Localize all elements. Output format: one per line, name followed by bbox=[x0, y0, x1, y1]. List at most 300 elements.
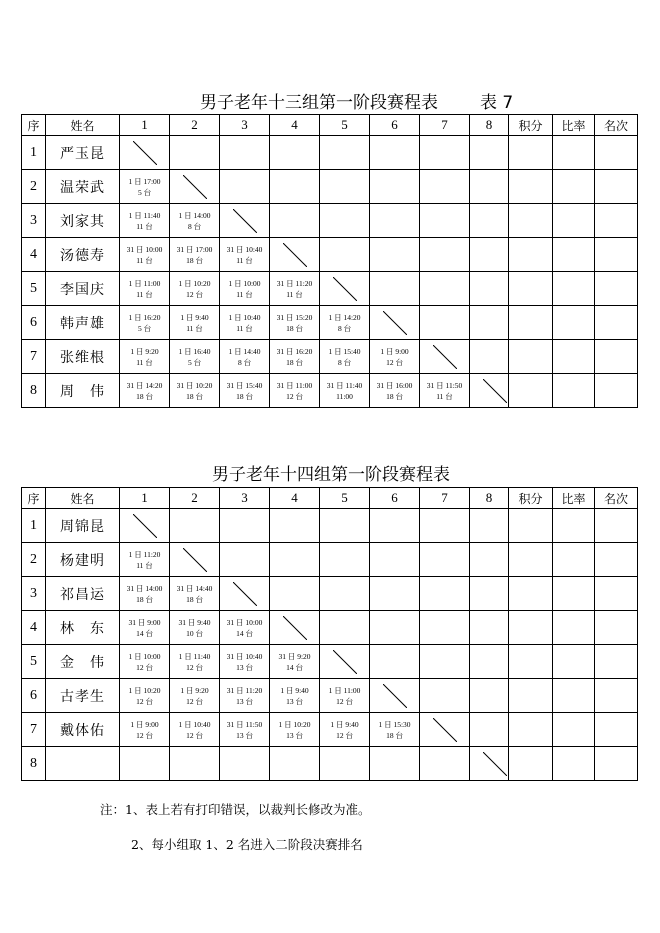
ratio-cell bbox=[553, 136, 595, 170]
match-time: 31 日 11:20 bbox=[276, 278, 313, 288]
match-time: 1 日 9:40 bbox=[280, 685, 309, 695]
match-cell bbox=[470, 577, 509, 611]
match-cell bbox=[170, 204, 220, 238]
table-row bbox=[22, 543, 638, 577]
column-header: 4 bbox=[270, 488, 320, 509]
match-cell bbox=[220, 374, 270, 408]
diagonal-slash-icon bbox=[383, 311, 407, 335]
match-cell bbox=[420, 136, 470, 170]
match-cell bbox=[370, 204, 420, 238]
rank-cell bbox=[595, 713, 638, 747]
match-time: 31 日 14:40 bbox=[176, 583, 213, 593]
match-cell bbox=[270, 713, 320, 747]
match-time: 1 日 15:40 bbox=[328, 346, 361, 356]
match-cell bbox=[120, 204, 170, 238]
match-cell bbox=[120, 747, 170, 781]
points-cell bbox=[509, 306, 553, 340]
match-cell bbox=[170, 136, 220, 170]
ratio-cell bbox=[553, 374, 595, 408]
self-match-cell bbox=[420, 340, 470, 374]
match-table: 8 台 bbox=[237, 357, 252, 367]
match-table: 18 台 bbox=[136, 594, 153, 604]
seq-cell: 3 bbox=[22, 577, 46, 611]
diagonal-slash-icon bbox=[233, 582, 257, 606]
match-time: 1 日 9:20 bbox=[180, 685, 209, 695]
rank-cell bbox=[595, 272, 638, 306]
seq-cell: 6 bbox=[22, 306, 46, 340]
match-cell bbox=[470, 204, 509, 238]
match-table: 13 台 bbox=[236, 730, 253, 740]
match-cell bbox=[370, 170, 420, 204]
self-match-cell bbox=[470, 374, 509, 408]
self-match-cell bbox=[120, 136, 170, 170]
match-table: 13 台 bbox=[286, 696, 303, 706]
self-match-cell bbox=[470, 747, 509, 781]
match-time: 1 日 9:00 bbox=[380, 346, 409, 356]
match-cell bbox=[320, 374, 370, 408]
table-row bbox=[22, 509, 638, 543]
match-time: 31 日 11:40 bbox=[326, 380, 363, 390]
match-time: 1 日 11:20 bbox=[128, 549, 161, 559]
match-table: 11 台 bbox=[236, 289, 253, 299]
match-table: 11 台 bbox=[236, 323, 253, 333]
diagonal-slash-icon bbox=[333, 277, 357, 301]
player-name: 李国庆 bbox=[46, 272, 120, 306]
match-cell bbox=[220, 747, 270, 781]
match-cell bbox=[120, 577, 170, 611]
player-name: 张维根 bbox=[46, 340, 120, 374]
match-cell bbox=[220, 611, 270, 645]
self-match-cell bbox=[420, 713, 470, 747]
points-cell bbox=[509, 272, 553, 306]
seq-cell: 3 bbox=[22, 204, 46, 238]
diagonal-slash-icon bbox=[383, 684, 407, 708]
points-cell bbox=[509, 509, 553, 543]
match-table: 14 台 bbox=[286, 662, 303, 672]
self-match-cell bbox=[170, 170, 220, 204]
match-table: 12 台 bbox=[136, 696, 153, 706]
column-header: 7 bbox=[420, 115, 470, 136]
match-cell bbox=[120, 306, 170, 340]
diagonal-slash-icon bbox=[283, 243, 307, 267]
ratio-cell bbox=[553, 340, 595, 374]
match-cell bbox=[420, 170, 470, 204]
match-cell bbox=[320, 306, 370, 340]
match-table: 11 台 bbox=[136, 289, 153, 299]
match-time: 31 日 11:00 bbox=[276, 380, 313, 390]
points-cell bbox=[509, 136, 553, 170]
table-row bbox=[22, 238, 638, 272]
schedule-table-13 bbox=[21, 114, 638, 408]
note-2: 2、每小组取 1、2 名进入二阶段决赛排名 bbox=[131, 837, 363, 852]
match-table: 8 台 bbox=[337, 323, 352, 333]
match-time: 31 日 16:20 bbox=[276, 346, 313, 356]
match-time: 1 日 11:00 bbox=[328, 685, 361, 695]
diagonal-slash-icon bbox=[483, 379, 507, 403]
player-name: 古孝生 bbox=[46, 679, 120, 713]
rank-cell bbox=[595, 509, 638, 543]
match-table: 11 台 bbox=[136, 560, 153, 570]
points-cell bbox=[509, 170, 553, 204]
column-header: 名次 bbox=[595, 488, 638, 509]
match-cell bbox=[220, 272, 270, 306]
match-table: 18 台 bbox=[386, 730, 403, 740]
rank-cell bbox=[595, 543, 638, 577]
player-name: 林 东 bbox=[46, 611, 120, 645]
column-header: 8 bbox=[470, 115, 509, 136]
points-cell bbox=[509, 611, 553, 645]
match-cell bbox=[320, 713, 370, 747]
seq-cell: 6 bbox=[22, 679, 46, 713]
column-header: 积分 bbox=[509, 488, 553, 509]
self-match-cell bbox=[220, 204, 270, 238]
match-time: 1 日 11:40 bbox=[178, 651, 211, 661]
points-cell bbox=[509, 713, 553, 747]
rank-cell bbox=[595, 577, 638, 611]
self-match-cell bbox=[270, 611, 320, 645]
match-table: 8 台 bbox=[337, 357, 352, 367]
match-cell bbox=[170, 645, 220, 679]
table1-title-text: 男子老年十三组第一阶段赛程表 bbox=[200, 93, 438, 113]
match-time: 1 日 10:20 bbox=[178, 278, 211, 288]
ratio-cell bbox=[553, 611, 595, 645]
table-row bbox=[22, 170, 638, 204]
table-row bbox=[22, 306, 638, 340]
self-match-cell bbox=[370, 306, 420, 340]
rank-cell bbox=[595, 170, 638, 204]
match-table: 12 台 bbox=[286, 391, 303, 401]
match-cell bbox=[370, 713, 420, 747]
match-table: 5 台 bbox=[137, 323, 152, 333]
table-row bbox=[22, 577, 638, 611]
match-cell bbox=[120, 713, 170, 747]
match-cell bbox=[170, 306, 220, 340]
match-cell bbox=[420, 747, 470, 781]
column-header: 6 bbox=[370, 488, 420, 509]
match-cell bbox=[420, 611, 470, 645]
column-header: 4 bbox=[270, 115, 320, 136]
match-cell bbox=[170, 272, 220, 306]
match-time: 1 日 9:00 bbox=[130, 719, 159, 729]
match-cell bbox=[420, 679, 470, 713]
match-table: 12 台 bbox=[136, 730, 153, 740]
rank-cell bbox=[595, 374, 638, 408]
ratio-cell bbox=[553, 306, 595, 340]
player-name: 周 伟 bbox=[46, 374, 120, 408]
match-time: 1 日 10:40 bbox=[178, 719, 211, 729]
points-cell bbox=[509, 747, 553, 781]
match-time: 1 日 10:40 bbox=[228, 312, 261, 322]
match-cell bbox=[270, 747, 320, 781]
match-cell bbox=[320, 679, 370, 713]
match-table: 12 台 bbox=[186, 289, 203, 299]
table2-title: 男子老年十四组第一阶段赛程表 bbox=[212, 465, 450, 485]
table-row bbox=[22, 136, 638, 170]
match-time: 31 日 10:00 bbox=[126, 244, 163, 254]
match-time: 31 日 9:00 bbox=[128, 617, 161, 627]
match-time: 1 日 16:40 bbox=[178, 346, 211, 356]
seq-cell: 4 bbox=[22, 611, 46, 645]
match-cell bbox=[370, 543, 420, 577]
match-cell bbox=[170, 509, 220, 543]
table-row bbox=[22, 611, 638, 645]
seq-cell: 7 bbox=[22, 340, 46, 374]
player-name: 韩声雄 bbox=[46, 306, 120, 340]
table-row bbox=[22, 645, 638, 679]
match-cell bbox=[120, 374, 170, 408]
ratio-cell bbox=[553, 713, 595, 747]
match-cell bbox=[220, 543, 270, 577]
match-cell bbox=[420, 204, 470, 238]
points-cell bbox=[509, 340, 553, 374]
self-match-cell bbox=[220, 577, 270, 611]
match-cell bbox=[320, 611, 370, 645]
player-name: 戴体佑 bbox=[46, 713, 120, 747]
match-cell bbox=[270, 645, 320, 679]
table1-tag: 表 7 bbox=[480, 93, 514, 113]
match-cell bbox=[320, 747, 370, 781]
match-cell bbox=[470, 238, 509, 272]
rank-cell bbox=[595, 679, 638, 713]
match-time: 31 日 9:20 bbox=[278, 651, 311, 661]
match-table: 8 台 bbox=[187, 221, 202, 231]
seq-cell: 5 bbox=[22, 645, 46, 679]
match-time: 31 日 10:00 bbox=[226, 617, 263, 627]
match-cell bbox=[470, 170, 509, 204]
player-name: 祁昌运 bbox=[46, 577, 120, 611]
match-cell bbox=[220, 679, 270, 713]
self-match-cell bbox=[120, 509, 170, 543]
diagonal-slash-icon bbox=[483, 752, 507, 776]
match-time: 31 日 15:40 bbox=[226, 380, 263, 390]
player-name: 金 伟 bbox=[46, 645, 120, 679]
match-cell bbox=[120, 170, 170, 204]
match-cell bbox=[320, 543, 370, 577]
match-table: 12 台 bbox=[186, 662, 203, 672]
match-table: 11 台 bbox=[136, 255, 153, 265]
ratio-cell bbox=[553, 645, 595, 679]
match-cell bbox=[320, 577, 370, 611]
match-cell bbox=[320, 340, 370, 374]
player-name: 温荣武 bbox=[46, 170, 120, 204]
match-cell bbox=[170, 340, 220, 374]
ratio-cell bbox=[553, 543, 595, 577]
player-name: 汤德寿 bbox=[46, 238, 120, 272]
match-table: 11 台 bbox=[436, 391, 453, 401]
match-time: 31 日 9:40 bbox=[178, 617, 211, 627]
column-header: 1 bbox=[120, 115, 170, 136]
match-table: 18 台 bbox=[386, 391, 403, 401]
column-header: 比率 bbox=[553, 488, 595, 509]
column-header: 3 bbox=[220, 488, 270, 509]
match-time: 1 日 10:20 bbox=[128, 685, 161, 695]
match-table: 11 台 bbox=[236, 255, 253, 265]
header-row bbox=[22, 488, 638, 509]
match-cell bbox=[220, 340, 270, 374]
player-name: 刘家其 bbox=[46, 204, 120, 238]
match-cell bbox=[220, 136, 270, 170]
match-cell bbox=[420, 238, 470, 272]
points-cell bbox=[509, 577, 553, 611]
match-table: 18 台 bbox=[236, 391, 253, 401]
match-table: 12 台 bbox=[336, 730, 353, 740]
table-row bbox=[22, 272, 638, 306]
match-cell bbox=[120, 340, 170, 374]
match-cell bbox=[220, 306, 270, 340]
match-time: 1 日 10:00 bbox=[228, 278, 261, 288]
match-time: 1 日 9:20 bbox=[130, 346, 159, 356]
self-match-cell bbox=[320, 645, 370, 679]
match-time: 1 日 9:40 bbox=[180, 312, 209, 322]
player-name bbox=[46, 747, 120, 781]
match-table: 12 台 bbox=[186, 730, 203, 740]
rank-cell bbox=[595, 306, 638, 340]
diagonal-slash-icon bbox=[133, 141, 157, 165]
match-cell bbox=[270, 136, 320, 170]
match-table: 18 台 bbox=[286, 357, 303, 367]
match-cell bbox=[270, 577, 320, 611]
seq-cell: 1 bbox=[22, 136, 46, 170]
player-name: 杨建明 bbox=[46, 543, 120, 577]
match-table: 5 台 bbox=[137, 187, 152, 197]
match-table: 18 台 bbox=[186, 594, 203, 604]
self-match-cell bbox=[320, 272, 370, 306]
match-table: 11 台 bbox=[186, 323, 203, 333]
diagonal-slash-icon bbox=[433, 345, 457, 369]
match-cell bbox=[370, 747, 420, 781]
match-cell bbox=[420, 306, 470, 340]
match-cell bbox=[120, 645, 170, 679]
seq-cell: 8 bbox=[22, 747, 46, 781]
match-cell bbox=[170, 611, 220, 645]
match-time: 31 日 14:00 bbox=[126, 583, 163, 593]
self-match-cell bbox=[370, 679, 420, 713]
match-cell bbox=[470, 679, 509, 713]
match-time: 31 日 11:20 bbox=[226, 685, 263, 695]
match-cell bbox=[120, 543, 170, 577]
table-row bbox=[22, 204, 638, 238]
diagonal-slash-icon bbox=[183, 548, 207, 572]
seq-cell: 1 bbox=[22, 509, 46, 543]
match-time: 1 日 11:00 bbox=[128, 278, 161, 288]
column-header: 6 bbox=[370, 115, 420, 136]
match-cell bbox=[370, 645, 420, 679]
diagonal-slash-icon bbox=[233, 209, 257, 233]
match-cell bbox=[470, 509, 509, 543]
ratio-cell bbox=[553, 272, 595, 306]
column-header: 比率 bbox=[553, 115, 595, 136]
table-row bbox=[22, 679, 638, 713]
self-match-cell bbox=[270, 238, 320, 272]
player-name: 严玉昆 bbox=[46, 136, 120, 170]
table-row bbox=[22, 374, 638, 408]
schedule-table-14 bbox=[21, 487, 638, 781]
match-cell bbox=[370, 611, 420, 645]
match-cell bbox=[320, 170, 370, 204]
match-time: 1 日 17:00 bbox=[128, 176, 161, 186]
match-table: 14 台 bbox=[236, 628, 253, 638]
match-cell bbox=[270, 679, 320, 713]
points-cell bbox=[509, 679, 553, 713]
match-cell bbox=[170, 747, 220, 781]
match-table: 12 台 bbox=[186, 696, 203, 706]
rank-cell bbox=[595, 204, 638, 238]
column-header: 序 bbox=[22, 115, 46, 136]
ratio-cell bbox=[553, 577, 595, 611]
self-match-cell bbox=[170, 543, 220, 577]
column-header: 姓名 bbox=[46, 488, 120, 509]
match-time: 1 日 16:20 bbox=[128, 312, 161, 322]
rank-cell bbox=[595, 645, 638, 679]
match-cell bbox=[170, 679, 220, 713]
match-cell bbox=[170, 713, 220, 747]
match-cell bbox=[220, 238, 270, 272]
seq-cell: 8 bbox=[22, 374, 46, 408]
ratio-cell bbox=[553, 238, 595, 272]
player-name: 周锦昆 bbox=[46, 509, 120, 543]
column-header: 姓名 bbox=[46, 115, 120, 136]
seq-cell: 7 bbox=[22, 713, 46, 747]
note-1: 注：1、表上若有打印错误，以裁判长修改为准。 bbox=[100, 802, 371, 817]
match-table: 14 台 bbox=[136, 628, 153, 638]
column-header: 7 bbox=[420, 488, 470, 509]
match-cell bbox=[220, 509, 270, 543]
match-time: 31 日 10:20 bbox=[176, 380, 213, 390]
column-header: 2 bbox=[170, 488, 220, 509]
match-table: 11 台 bbox=[136, 357, 153, 367]
match-time: 1 日 11:40 bbox=[128, 210, 161, 220]
table-row bbox=[22, 747, 638, 781]
diagonal-slash-icon bbox=[333, 650, 357, 674]
column-header: 积分 bbox=[509, 115, 553, 136]
match-cell bbox=[370, 136, 420, 170]
column-header: 2 bbox=[170, 115, 220, 136]
match-cell bbox=[320, 509, 370, 543]
match-cell bbox=[370, 340, 420, 374]
ratio-cell bbox=[553, 170, 595, 204]
match-cell bbox=[420, 577, 470, 611]
table1-title bbox=[200, 88, 513, 113]
column-header: 5 bbox=[320, 488, 370, 509]
match-cell bbox=[320, 204, 370, 238]
match-time: 31 日 14:20 bbox=[126, 380, 163, 390]
match-time: 1 日 10:20 bbox=[278, 719, 311, 729]
match-time: 31 日 10:40 bbox=[226, 651, 263, 661]
column-header: 名次 bbox=[595, 115, 638, 136]
points-cell bbox=[509, 204, 553, 238]
match-table: 13 台 bbox=[236, 662, 253, 672]
seq-cell: 2 bbox=[22, 170, 46, 204]
match-cell bbox=[420, 543, 470, 577]
match-cell bbox=[270, 543, 320, 577]
column-header: 3 bbox=[220, 115, 270, 136]
column-header: 1 bbox=[120, 488, 170, 509]
points-cell bbox=[509, 238, 553, 272]
diagonal-slash-icon bbox=[433, 718, 457, 742]
points-cell bbox=[509, 374, 553, 408]
match-table: 11:00 bbox=[336, 391, 353, 401]
match-time: 1 日 14:00 bbox=[178, 210, 211, 220]
column-header: 5 bbox=[320, 115, 370, 136]
seq-cell: 5 bbox=[22, 272, 46, 306]
match-cell bbox=[470, 306, 509, 340]
match-table: 18 台 bbox=[186, 391, 203, 401]
match-cell bbox=[470, 272, 509, 306]
match-cell bbox=[120, 272, 170, 306]
match-table: 18 台 bbox=[286, 323, 303, 333]
diagonal-slash-icon bbox=[133, 514, 157, 538]
match-cell bbox=[420, 509, 470, 543]
